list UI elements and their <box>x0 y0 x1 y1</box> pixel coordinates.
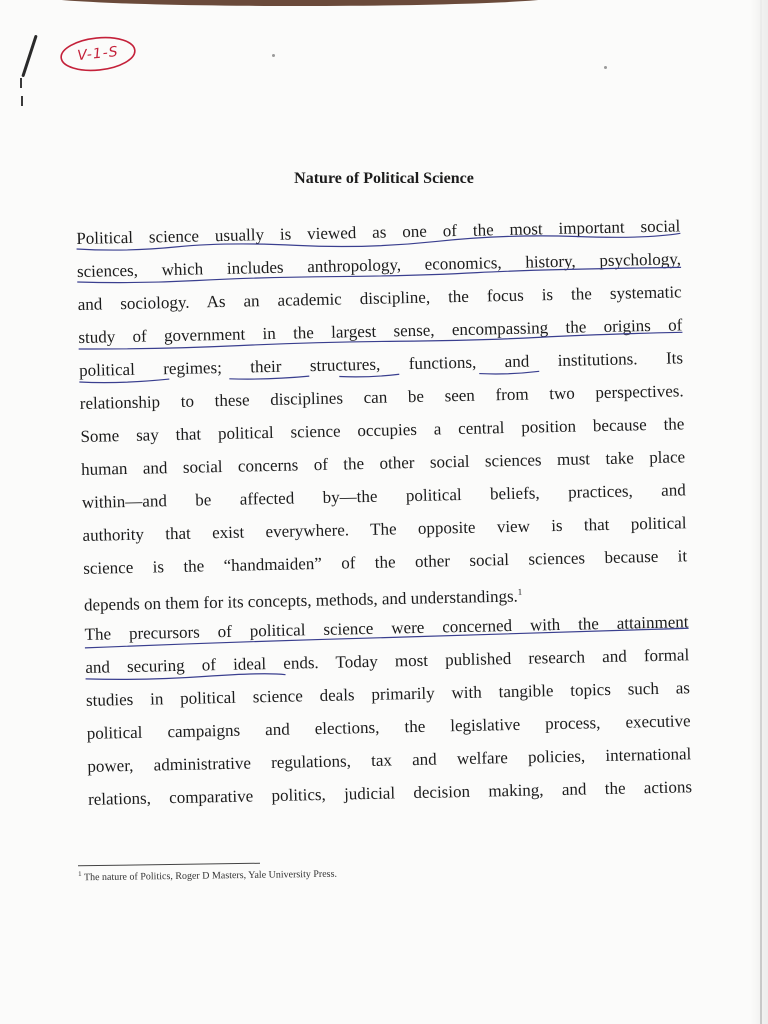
pen-tick-mark <box>20 78 22 88</box>
handwritten-stamp <box>58 34 138 74</box>
text-line: and securing of ideal ends. Today most published research and formal <box>85 638 690 684</box>
text-line: science is the “handmaiden” of the other social sciences because it <box>83 546 688 578</box>
text-line: within—and be affected by—the political beliefs, practices, and <box>81 480 686 512</box>
text-line: study of government in the largest sense, encompassing the origins of <box>78 308 683 354</box>
speck <box>272 54 275 57</box>
footnote <box>78 866 337 883</box>
text-line: authority that exist everywhere. The opposite view is that political <box>82 513 687 545</box>
text-line: Some say that political science occupies a central position because the <box>80 414 685 446</box>
text-line: depends on them for its concepts, methods, and understandings.$^1$ <box>83 586 523 615</box>
footnote-marker: 1 <box>78 869 82 878</box>
text-line: sciences, which includes anthropology, economics, history, psychology, <box>77 242 682 288</box>
text-line: Political science usually is viewed as one of the most important social <box>76 209 681 255</box>
text-line: political campaigns and elections, the legislative process, executive <box>86 711 691 743</box>
footnote-divider <box>78 863 260 867</box>
text-line: The precursors of political science were concerned with the attainment <box>84 605 689 651</box>
text-line: relationship to these disciplines can be seen from two perspectives. <box>79 381 684 413</box>
page-fold-line <box>760 0 762 1024</box>
text-line: studies in political science deals primarily with tangible topics such as <box>85 678 691 710</box>
text-line: and sociology. As an academic discipline, the focus is the systematic <box>77 282 682 314</box>
pen-tick-mark <box>21 96 23 106</box>
top-edge-shadow <box>0 0 768 8</box>
footnote-reference: 1 <box>517 586 523 597</box>
body-text <box>76 209 692 816</box>
pen-slash-mark <box>21 35 37 78</box>
text-line: power, administrative regulations, tax and welfare policies, international <box>87 744 692 776</box>
text-line: relations, comparative politics, judicial decision making, and the actions <box>87 777 693 809</box>
text-line: political regimes; their structures, functions, and institutions. Its <box>79 341 684 387</box>
speck <box>604 66 607 69</box>
footnote-text: The nature of Politics, Roger D Masters, Yale University Press. <box>83 868 338 884</box>
page-title: Nature of Political Science <box>294 170 474 187</box>
right-edge-shadow <box>750 0 768 1024</box>
stamp-label: V-1-S <box>76 43 120 65</box>
text-line: human and social concerns of the other social sciences must take place <box>80 447 686 479</box>
